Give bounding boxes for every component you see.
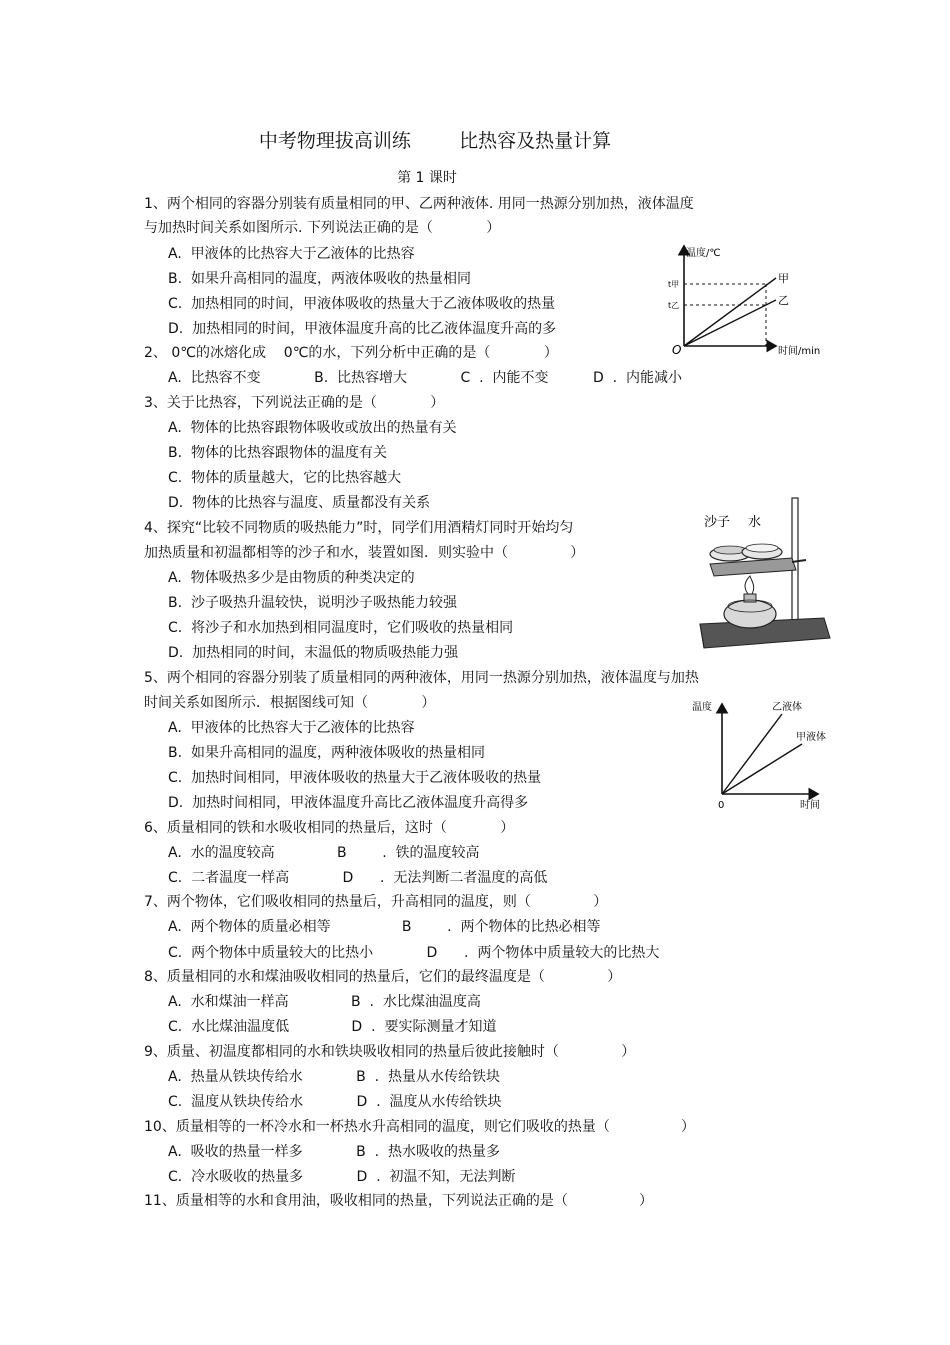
question-1-option-a: A. 甲液体的比热容大于乙液体的比热容 <box>168 246 415 262</box>
question-10-options-cd: C. 冷水吸收的热量多 D . 初温不知，无法判断 <box>168 1169 516 1185</box>
question-3-option-d: D. 物体的比热容与温度、质量都没有关系 <box>168 495 431 511</box>
fig4-sand-label: 沙子 <box>704 515 731 530</box>
question-10-options-ab: A. 吸收的热量一样多 B . 热水吸收的热量多 <box>168 1144 500 1160</box>
question-5-option-b: B. 如果升高相同的温度，两种液体吸收的热量相同 <box>168 745 485 761</box>
figure-4-apparatus <box>696 494 836 656</box>
fig5-xlabel: 时间 <box>800 800 820 811</box>
fig1-xlabel: 时间/min <box>778 346 821 357</box>
figure-5-graph <box>690 696 840 814</box>
question-7-options-cd: C. 两个物体中质量较大的比热小 D . 两个物体中质量较大的比热大 <box>168 945 660 961</box>
fig5-line-b-label: 甲液体 <box>796 732 826 743</box>
question-5-option-a: A. 甲液体的比热容大于乙液体的比热容 <box>168 720 415 736</box>
fig1-line-a-label: 甲 <box>778 272 789 285</box>
question-8-options-cd: C. 水比煤油温度低 D . 要实际测量才知道 <box>168 1019 497 1035</box>
question-6-stem: 6、质量相同的铁和水吸收相同的热量后，这时（ ） <box>144 820 515 836</box>
question-11-stem: 11、质量相等的水和食用油，吸收相同的热量，下列说法正确的是（ ） <box>144 1193 654 1209</box>
question-4-stem-cont: 加热质量和初温都相等的沙子和水，装置如图．则实验中（ ） <box>144 545 585 561</box>
question-4-option-c: C. 将沙子和水加热到相同温度时，它们吸收的热量相同 <box>168 620 514 636</box>
question-7-stem: 7、两个物体，它们吸收相同的热量后，升高相同的温度，则（ ） <box>144 894 608 910</box>
fig1-ylabel: 温度/℃ <box>686 248 721 259</box>
question-3-option-c: C. 物体的质量越大，它的比热容越大 <box>168 470 402 486</box>
question-9-stem: 9、质量、初温度都相同的水和铁块吸收相同的热量后彼此接触时（ ） <box>144 1044 636 1060</box>
question-5-stem: 5、两个相同的容器分别装了质量相同的两种液体，用同一热源分别加热，液体温度与加热 <box>144 670 699 686</box>
question-10-stem: 10、质量相等的一杯冷水和一杯热水升高相同的温度，则它们吸收的热量（ ） <box>144 1119 696 1135</box>
question-1-stem: 1、两个相同的容器分别装有质量相同的甲、乙两种液体. 用同一热源分别加热，液体温度 <box>144 196 694 212</box>
question-3-option-a: A. 物体的比热容跟物体吸收或放出的热量有关 <box>168 420 457 436</box>
question-3-stem: 3、关于比热容，下列说法正确的是（ ） <box>144 395 445 411</box>
question-3-option-b: B. 物体的比热容跟物体的温度有关 <box>168 445 387 461</box>
question-4-option-a: A. 物体吸热多少是由物质的种类决定的 <box>168 570 415 586</box>
question-2-options: A. 比热容不变 B. 比热容增大 C . 内能不变 D . 内能减小 <box>168 370 682 386</box>
figure-1-graph <box>666 238 838 362</box>
question-5-option-c: C. 加热时间相同，甲液体吸收的热量大于乙液体吸收的热量 <box>168 770 542 786</box>
question-9-options-cd: C. 温度从铁块传给水 D . 温度从水传给铁块 <box>168 1094 502 1110</box>
fig1-tick-a: t甲 <box>668 280 680 289</box>
question-2-stem: 2、 0℃的冰熔化成 0℃的水，下列分析中正确的是（ ） <box>144 345 558 361</box>
question-8-stem: 8、质量相同的水和煤油吸收相同的热量后，它们的最终温度是（ ） <box>144 969 622 985</box>
fig5-line-a-label: 乙液体 <box>772 702 802 713</box>
question-8-options-ab: A. 水和煤油一样高 B . 水比煤油温度高 <box>168 994 481 1010</box>
question-1-stem-cont: 与加热时间关系如图所示. 下列说法正确的是（ ） <box>144 220 501 236</box>
question-5-stem-cont: 时间关系如图所示．根据图线可知（ ） <box>144 695 436 711</box>
page-title: 中考物理拔高训练 比热容及热量计算 <box>258 130 612 152</box>
fig5-ylabel: 温度 <box>692 702 712 713</box>
fig5-origin: 0 <box>718 800 725 811</box>
fig1-tick-b: t乙 <box>668 301 680 310</box>
question-6-options-ab: A. 水的温度较高 B . 铁的温度较高 <box>168 845 480 861</box>
question-4-option-b: B. 沙子吸热升温较快，说明沙子吸热能力较强 <box>168 595 457 611</box>
question-1-option-b: B. 如果升高相同的温度，两液体吸收的热量相同 <box>168 271 471 287</box>
fig4-water-label: 水 <box>748 515 762 530</box>
page-subtitle: 第 1 课时 <box>397 170 457 186</box>
question-7-options-ab: A. 两个物体的质量必相等 B . 两个物体的比热必相等 <box>168 919 601 935</box>
fig1-line-b-label: 乙 <box>778 294 789 307</box>
question-9-options-ab: A. 热量从铁块传给水 B . 热量从水传给铁块 <box>168 1069 500 1085</box>
question-4-stem: 4、探究“比较不同物质的吸热能力”时，同学们用酒精灯同时开始均匀 <box>144 520 574 536</box>
question-1-option-d: D. 加热相同的时间，甲液体温度升高的比乙液体温度升高的多 <box>168 321 557 337</box>
question-5-option-d: D. 加热时间相同，甲液体温度升高比乙液体温度升高得多 <box>168 795 529 811</box>
question-4-option-d: D. 加热相同的时间，末温低的物质吸热能力强 <box>168 645 459 661</box>
question-6-options-cd: C. 二者温度一样高 D . 无法判断二者温度的高低 <box>168 870 548 886</box>
fig1-origin: O <box>672 343 682 357</box>
question-1-option-c: C. 加热相同的时间，甲液体吸收的热量大于乙液体吸收的热量 <box>168 296 556 312</box>
